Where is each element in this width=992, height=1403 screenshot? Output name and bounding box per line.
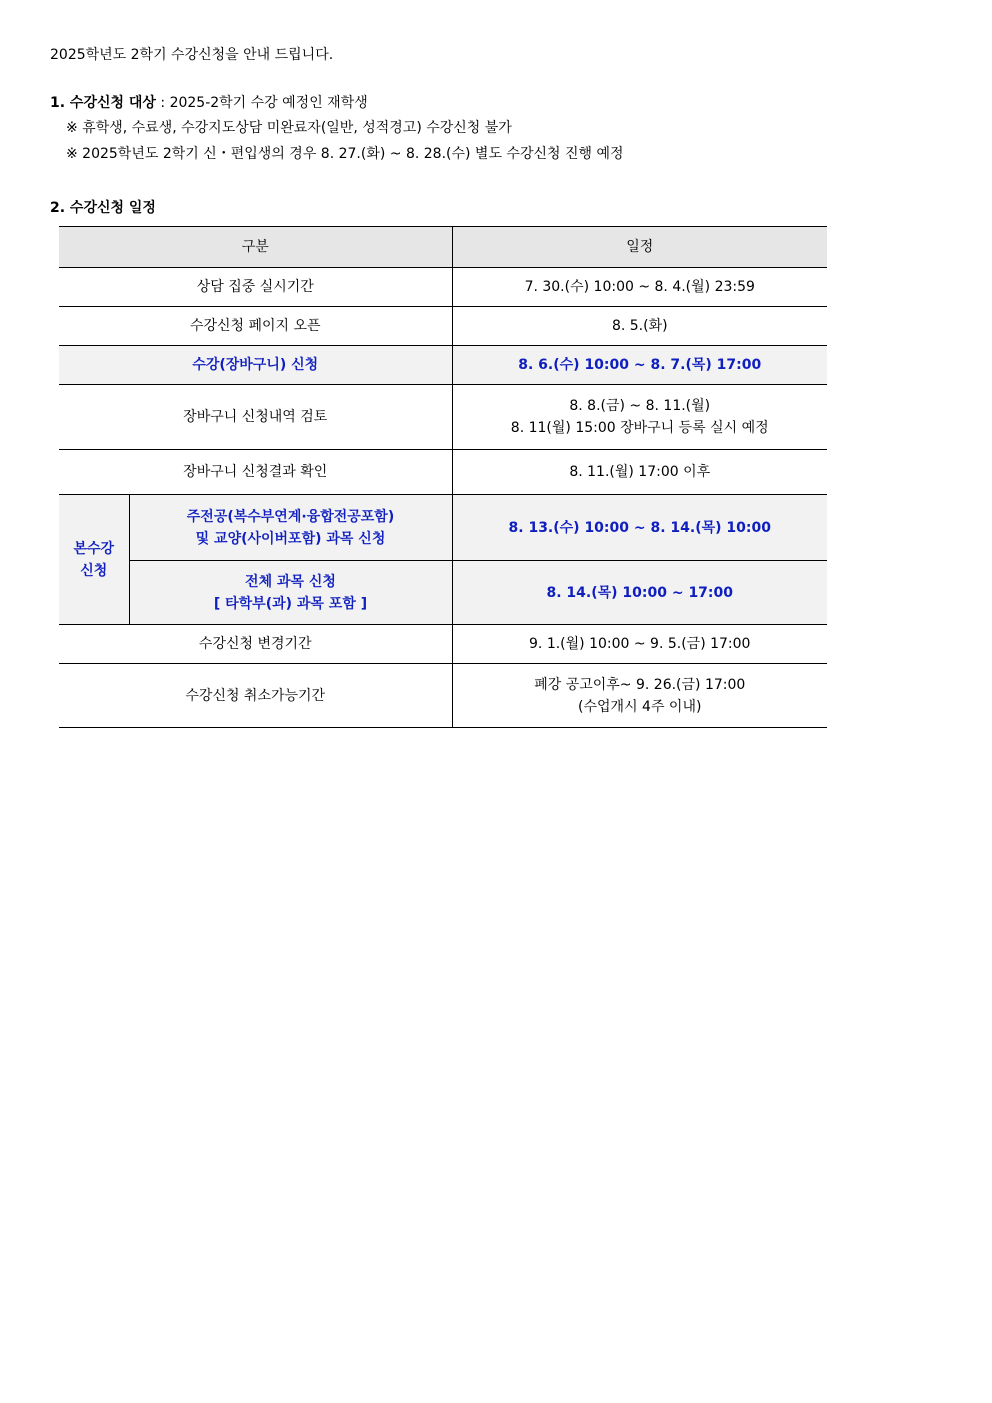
column-header-category: 구분 (59, 227, 452, 268)
row-schedule (452, 385, 827, 450)
row-schedule (452, 664, 827, 728)
row-label: 수강(장바구니) 신청 (59, 346, 452, 385)
row-schedule-line: 폐강 공고이후~ 9. 26.(금) 17:00 (534, 676, 746, 693)
table-row (59, 561, 827, 625)
main-registration-group-label (59, 495, 129, 625)
table-row (59, 625, 827, 664)
group-label-line: 본수강 (73, 540, 115, 557)
table-header-row (59, 227, 827, 268)
intro-text: 2025학년도 2학기 수강신청을 안내 드립니다. (50, 47, 334, 63)
section-1 (50, 93, 368, 113)
schedule-table (59, 226, 827, 728)
row-label-line: 전체 과목 신청 (245, 573, 336, 590)
row-schedule: 8. 6.(수) 10:00 ~ 8. 7.(목) 17:00 (452, 346, 827, 385)
row-schedule-line: 8. 11(월) 15:00 장바구니 등록 실시 예정 (510, 420, 769, 436)
group-label-line: 신청 (80, 562, 108, 579)
section-1-heading: 1. 수강신청 대상 (50, 95, 156, 111)
section-1-text: : 2025-2학기 수강 예정인 재학생 (155, 95, 368, 111)
section-1-note-2: ※ 2025학년도 2학기 신・편입생의 경우 8. 27.(화) ~ 8. 28.(수) 별도 수강신청 진행 예정 (66, 146, 624, 162)
section-2-heading: 2. 수강신청 일정 (50, 200, 156, 216)
table-row (59, 268, 827, 307)
row-schedule: 8. 14.(목) 10:00 ~ 17:00 (452, 561, 827, 625)
table-row (59, 495, 827, 561)
row-label: 장바구니 신청내역 검토 (59, 385, 452, 450)
row-schedule: 8. 11.(월) 17:00 이후 (452, 450, 827, 495)
row-label: 수강신청 변경기간 (59, 625, 452, 664)
section-1-note-1: ※ 휴학생, 수료생, 수강지도상담 미완료자(일반, 성적경고) 수강신청 불가 (66, 120, 512, 136)
row-schedule: 8. 13.(수) 10:00 ~ 8. 14.(목) 10:00 (452, 495, 827, 561)
row-schedule-line: (수업개시 4주 이내) (578, 698, 702, 715)
row-schedule: 7. 30.(수) 10:00 ~ 8. 4.(월) 23:59 (452, 268, 827, 307)
row-label (129, 561, 452, 625)
row-schedule: 8. 5.(화) (452, 307, 827, 346)
row-label-line: 및 교양(사이버포함) 과목 신청 (195, 530, 386, 547)
row-schedule: 9. 1.(월) 10:00 ~ 9. 5.(금) 17:00 (452, 625, 827, 664)
row-label: 수강신청 페이지 오픈 (59, 307, 452, 346)
table-row (59, 307, 827, 346)
table-row (59, 385, 827, 450)
row-label-line: [ 타학부(과) 과목 포함 ] (213, 595, 368, 612)
row-label: 상담 집중 실시기간 (59, 268, 452, 307)
table-row (59, 450, 827, 495)
row-label (129, 495, 452, 561)
row-label: 장바구니 신청결과 확인 (59, 450, 452, 495)
table-row (59, 346, 827, 385)
table-row (59, 664, 827, 728)
row-schedule-line: 8. 8.(금) ~ 8. 11.(월) (569, 398, 711, 414)
row-label: 수강신청 취소가능기간 (59, 664, 452, 728)
row-label-line: 주전공(복수부연계·융합전공포함) (186, 508, 395, 525)
column-header-schedule: 일정 (452, 227, 827, 268)
